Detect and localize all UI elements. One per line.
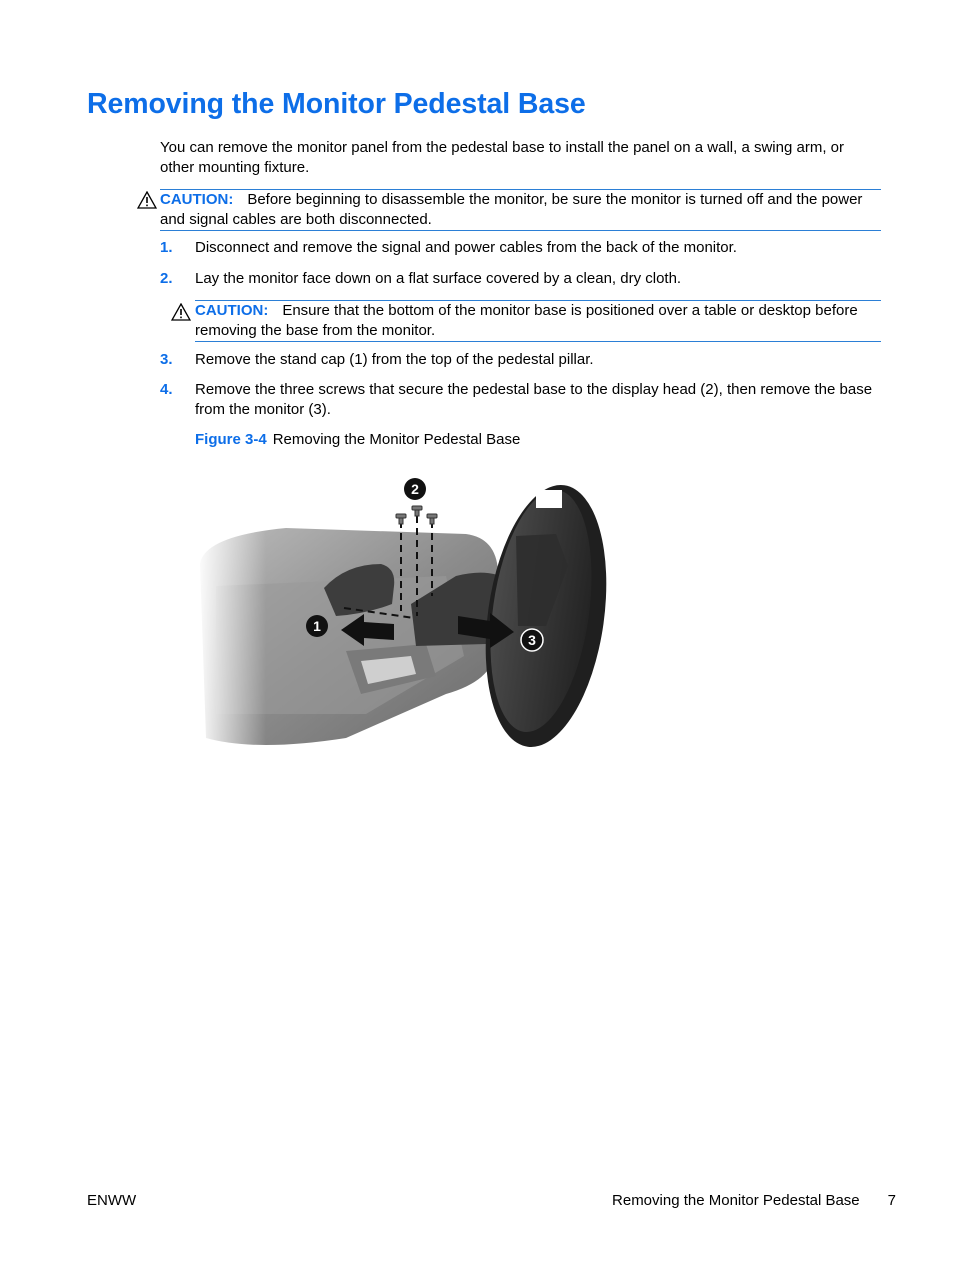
callout-1-label: 1 — [313, 618, 321, 634]
callout-3-label: 3 — [528, 632, 536, 648]
callout-1 — [306, 615, 328, 637]
footer-section-title: Removing the Monitor Pedestal Base — [612, 1192, 860, 1209]
step-number: 4. — [160, 381, 173, 398]
step-number: 1. — [160, 239, 173, 256]
page-title: Removing the Monitor Pedestal Base — [87, 88, 586, 120]
caution-text: Ensure that the bottom of the monitor base is positioned over a table or desktop before removing the base from the monitor. — [195, 302, 858, 339]
step-text: Remove the stand cap (1) from the top of the pedestal pillar. — [195, 351, 594, 368]
pedestal-removal-illustration — [196, 476, 608, 758]
callout-2-label: 2 — [411, 481, 419, 497]
step-text: Lay the monitor face down on a flat surface covered by a clean, dry cloth. — [195, 270, 682, 287]
step-number: 3. — [160, 351, 173, 368]
intro-paragraph: You can remove the monitor panel from the pedestal base to install the panel on a wall, a swing arm, or other mounting fixture. — [160, 139, 845, 176]
figure-label: Figure 3-4 — [195, 431, 267, 448]
caution-box — [195, 300, 881, 342]
caution-box — [160, 189, 881, 231]
figure-caption — [195, 430, 520, 450]
step-number: 2. — [160, 270, 173, 287]
step-text: Remove the three screws that secure the pedestal base to the display head (2), then remove the base from the monitor (3). — [195, 381, 873, 418]
footer-left: ENWW — [87, 1192, 137, 1209]
footer-right — [612, 1192, 896, 1209]
figure-caption-text: Removing the Monitor Pedestal Base — [272, 431, 521, 448]
page-number: 7 — [887, 1192, 896, 1209]
warning-triangle-icon — [137, 191, 157, 209]
warning-triangle-icon — [171, 303, 191, 321]
caution-label: CAUTION: — [195, 302, 269, 319]
callout-3 — [521, 629, 543, 651]
step-text: Disconnect and remove the signal and power cables from the back of the monitor. — [195, 239, 737, 256]
caution-label: CAUTION: — [160, 191, 234, 208]
callout-2 — [404, 478, 426, 500]
caution-text: Before beginning to disassemble the monitor, be sure the monitor is turned off and the power and signal cables are both disconnected. — [160, 191, 863, 228]
